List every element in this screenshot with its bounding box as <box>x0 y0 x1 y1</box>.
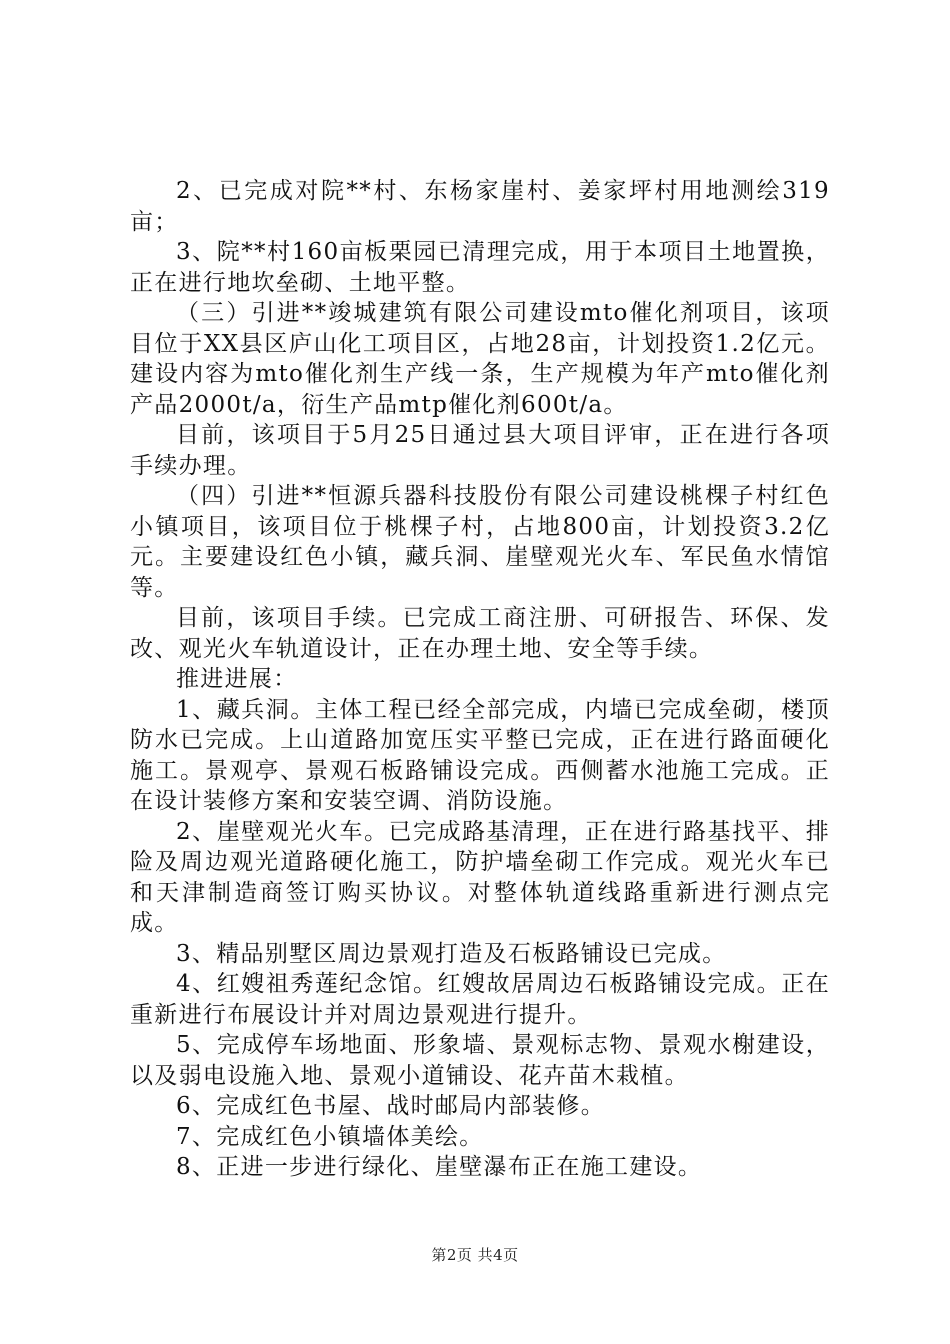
paragraph: 8、正进一步进行绿化、崖壁瀑布正在施工建设。 <box>176 1154 703 1180</box>
paragraph: 3、精品别墅区周边景观打造及石板路铺设已完成。 <box>176 940 727 967</box>
paragraph: 推进进展： <box>176 666 298 692</box>
paragraph: 2、崖壁观光火车。已完成路基清理，正在进行路基找平、排险及周边观光道路硬化施工，防护墙垒砌工作完成。观光火车已和天津制造商签订购买协议。对整体轨道线路重新进行测点完成。 <box>130 818 830 936</box>
paragraph: 6、完成红色书屋、战时邮局内部装修。 <box>176 1093 606 1119</box>
paragraph: （三）引进**竣城建筑有限公司建设mto催化剂项目，该项目位于XX县区庐山化工项目区，占地28亩，计划投资1.2亿元。建设内容为mto催化剂生产线一条，生产规模为年产mto催化剂产品2000t/a，衍生产品mtp催化剂600t/a。 <box>130 300 830 418</box>
paragraph: 2、已完成对院**村、东杨家崖村、姜家坪村用地测绘319亩； <box>130 178 830 235</box>
paragraph: 3、院**村160亩板栗园已清理完成，用于本项目土地置换，正在进行地坎垒砌、土地平整。 <box>130 239 830 296</box>
paragraph: 1、藏兵洞。主体工程已经全部完成，内墙已完成垒砌，楼顶防水已完成。上山道路加宽压实平整已完成，正在进行路面硬化施工。景观亭、景观石板路铺设完成。西侧蓄水池施工完成。正在设计装修方案和安装空调、消防设施。 <box>130 696 830 814</box>
paragraph: 目前，该项目手续。已完成工商注册、可研报告、环保、发改、观光火车轨道设计，正在办理土地、安全等手续。 <box>130 605 830 662</box>
paragraph: 4、红嫂祖秀莲纪念馆。红嫂故居周边石板路铺设完成。正在重新进行布展设计并对周边景观进行提升。 <box>130 971 830 1028</box>
paragraph: 5、完成停车场地面、形象墙、景观标志物、景观水榭建设，以及弱电设施入地、景观小道铺设、花卉苗木栽植。 <box>130 1032 830 1089</box>
document-body <box>130 176 830 1183</box>
paragraph: （四）引进**恒源兵器科技股份有限公司建设桃棵子村红色小镇项目，该项目位于桃棵子村，占地800亩，计划投资3.2亿元。主要建设红色小镇，藏兵洞、崖壁观光火车、军民鱼水情馆等。 <box>130 483 830 601</box>
paragraph: 7、完成红色小镇墙体美绘。 <box>176 1123 484 1150</box>
paragraph: 目前，该项目于5月25日通过县大项目评审，正在进行各项手续办理。 <box>130 422 830 479</box>
page-number-footer: 第2页 共4页 <box>431 1246 519 1264</box>
